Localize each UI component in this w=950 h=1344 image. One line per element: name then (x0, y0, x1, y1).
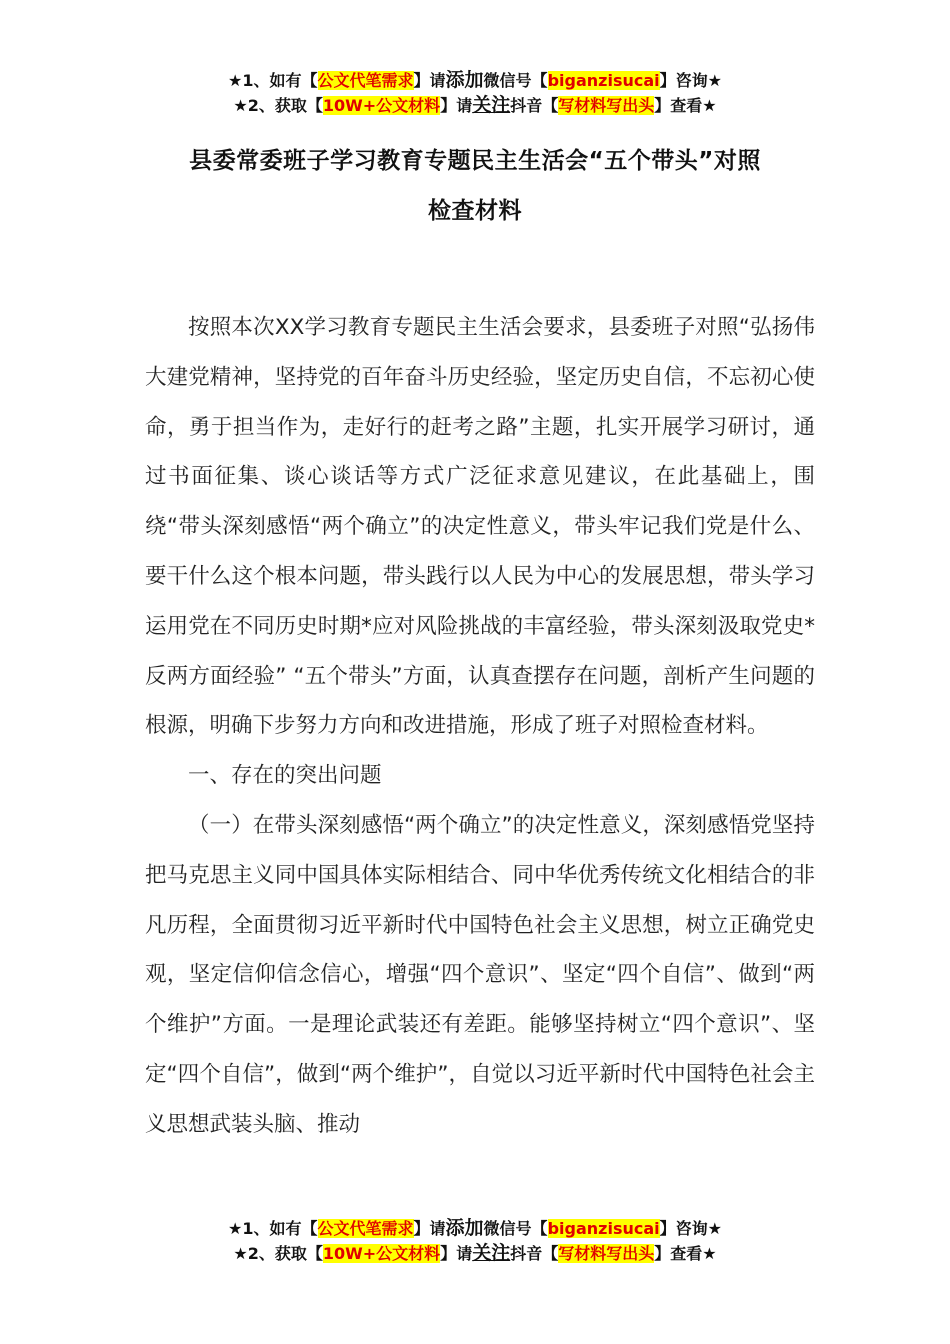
highlight-wechat-id: biganzisucai (547, 1219, 660, 1238)
paragraph-section-1: （一）在带头深刻感悟“两个确立”的决定性意义，深刻感悟党坚持把马克思主义同中国具体实际相结合、同中华优秀传统文化相结合的非凡历程，全面贯彻习近平新时代中国特色社会主义思想，树立正确党史观，坚定信仰信念信心，增强“四个意识”、坚定“四个自信”、做到“两个维护”方面。一是理论武装还有差距。能够坚持树立“四个意识”、坚定“四个自信”，做到“两个维护”，自觉以习近平新时代中国特色社会主义思想武装头脑、推动 (145, 812, 815, 1137)
section-heading: 一、存在的突出问题 (188, 763, 382, 789)
banner-text: 】请 (440, 96, 473, 115)
banner-text: ★1、如有【 (228, 71, 318, 90)
top-banner (0, 68, 950, 118)
highlight-douyin-account: 写材料写出头 (558, 1244, 655, 1263)
banner-text: 】请 (440, 1244, 473, 1263)
document-title: 县委常委班子学习教育专题民主生活会“五个带头”对照 (189, 148, 761, 174)
highlight-service: 公文代笔需求 (317, 1219, 414, 1238)
highlight-materials: 10W+公文材料 (322, 1244, 441, 1263)
banner-text: 抖音【 (510, 96, 559, 115)
highlight-materials: 10W+公文材料 (322, 96, 441, 115)
banner-line-2 (0, 93, 950, 118)
emphasis-text: 添加 (445, 1217, 484, 1239)
banner-text: ★2、获取【 (233, 1244, 323, 1263)
banner-text: 】请 (413, 71, 446, 90)
document-body (145, 303, 815, 1150)
banner-text: 】请 (413, 1219, 446, 1238)
highlight-wechat-id: biganzisucai (547, 71, 660, 90)
highlight-service: 公文代笔需求 (317, 71, 414, 90)
banner-line-1 (0, 68, 950, 93)
banner-text: 】查看★ (654, 96, 717, 115)
banner-text: ★1、如有【 (228, 1219, 318, 1238)
banner-text: ★2、获取【 (233, 96, 323, 115)
banner-line-1 (0, 1216, 950, 1241)
emphasis-text: 关注 (472, 94, 511, 116)
banner-line-2 (0, 1241, 950, 1266)
banner-text: 微信号【 (483, 1219, 548, 1238)
emphasis-text: 关注 (472, 1242, 511, 1264)
emphasis-text: 添加 (445, 69, 484, 91)
banner-text: 】咨询★ (659, 71, 722, 90)
document-title-continued: 检查材料 (428, 198, 522, 224)
bottom-banner (0, 1216, 950, 1266)
banner-text: 微信号【 (483, 71, 548, 90)
paragraph-intro: 按照本次XX学习教育专题民主生活会要求，县委班子对照“弘扬伟大建党精神，坚持党的百年奋斗历史经验，坚定历史自信，不忘初心使命，勇于担当作为，走好行的赶考之路”主题，扎实开展学习研讨，通过书面征集、谈心谈话等方式广泛征求意见建议，在此基础上，围绕“带头深刻感悟“两个确立”的决定性意义，带头牢记我们党是什么、要干什么这个根本问题，带头践行以人民为中心的发展思想，带头学习运用党在不同历史时期*应对风险挑战的丰富经验，带头深刻汲取党史*反两方面经验” “五个带头”方面，认真查摆存在问题，剖析产生问题的根源，明确下步努力方向和改进措施，形成了班子对照检查材料。 (145, 315, 815, 739)
banner-text: 抖音【 (510, 1244, 559, 1263)
banner-text: 】查看★ (654, 1244, 717, 1263)
highlight-douyin-account: 写材料写出头 (558, 96, 655, 115)
banner-text: 】咨询★ (659, 1219, 722, 1238)
